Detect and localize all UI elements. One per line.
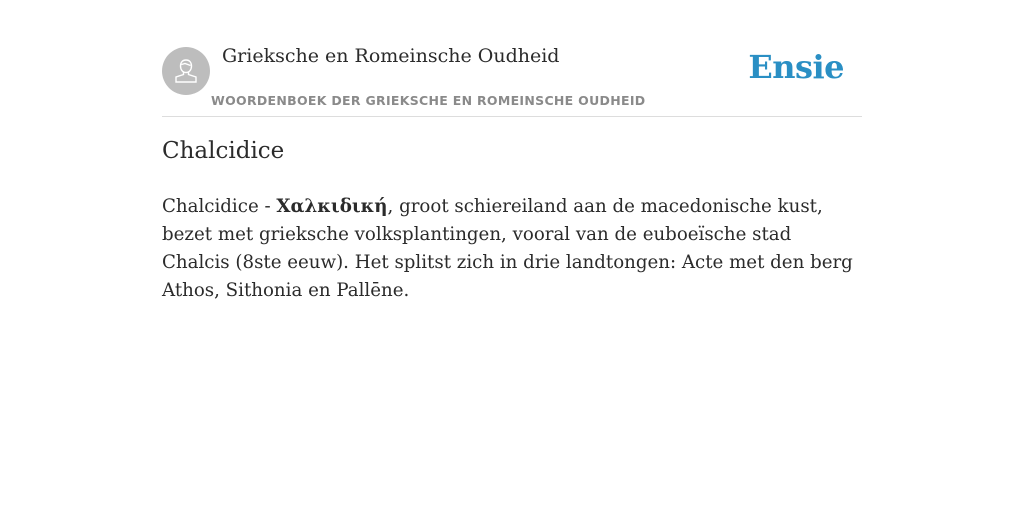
entry-title: Chalcidice: [162, 138, 285, 164]
page-container: [162, 0, 862, 301]
avatar[interactable]: [162, 47, 210, 95]
definition-text: , groot schiereiland aan de macedonische kust, bezet met grieksche volksplantingen, vooral van de euboeïsche stad Chalcis (8ste eeuw). Het splitst zich in drie landtongen: Acte met den berg Athos, Sithonia en Pallēne.: [162, 196, 853, 301]
term-separator: -: [258, 196, 277, 217]
entry-definition: [162, 193, 862, 305]
greek-term: Χαλκιδική: [276, 196, 388, 217]
dictionary-subtitle[interactable]: WOORDENBOEK DER GRIEKSCHE EN ROMEINSCHE OUDHEID: [211, 93, 646, 108]
page-header: [162, 0, 862, 117]
ensie-logo[interactable]: Ensie: [748, 48, 844, 86]
author-name[interactable]: Grieksche en Romeinsche Oudheid: [222, 45, 560, 67]
entry-term: Chalcidice: [162, 196, 259, 217]
user-silhouette-icon: [171, 56, 201, 86]
